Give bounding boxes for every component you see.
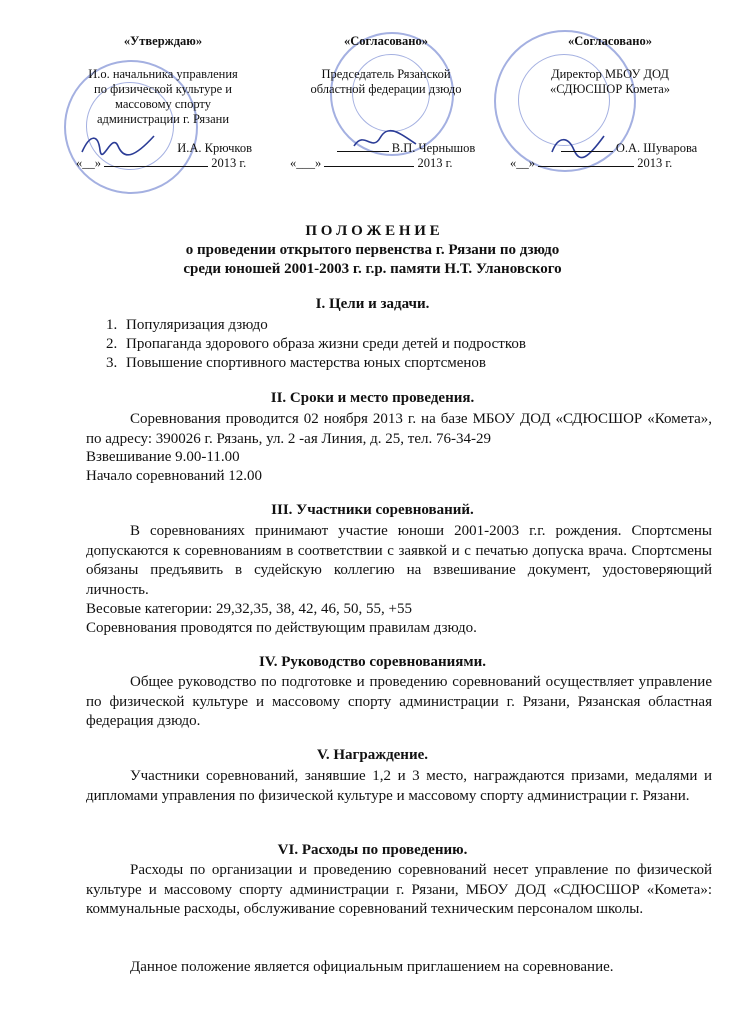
- approval-heading: «Согласовано»: [567, 34, 653, 48]
- approval-position: [286, 67, 486, 97]
- list-item-text: Повышение спортивного мастерства юных спортсменов: [126, 355, 486, 371]
- title-line: о проведении открытого первенства г. Рязани по дзюдо: [185, 242, 560, 258]
- date-year: 2013 г.: [417, 156, 453, 170]
- weight-categories: Весовые категории: 29,32,35, 38, 42, 46, 50, 55, +55: [86, 601, 413, 617]
- date-day: «__»: [510, 156, 535, 170]
- position-line: областной федерации дзюдо: [310, 82, 462, 96]
- section-text-5: Участники соревнований, занявшие 1,2 и 3 место, награждаются призами, медалями и дипломами управления по физической культуре и массовому спорту администрации г. Рязани.: [86, 768, 712, 804]
- approval-block-1: [58, 34, 268, 171]
- closing-text: Данное положение является официальным приглашением на соревнование.: [130, 959, 614, 975]
- position-line: массовому спорту: [115, 97, 211, 111]
- weigh-in-time: Взвешивание 9.00-11.00: [86, 449, 240, 465]
- date-year: 2013 г.: [637, 156, 673, 170]
- approval-position: [510, 67, 710, 97]
- approval-date: [286, 156, 486, 171]
- section-heading-1: I. Цели и задачи.: [315, 296, 430, 312]
- date-day: «___»: [290, 156, 322, 170]
- title-line: среди юношей 2001-2003 г. г.р. памяти Н.Т. Улановского: [183, 261, 562, 277]
- approval-block-3: [510, 34, 710, 171]
- section-text-3: В соревнованиях принимают участие юноши 2001-2003 г.г. рождения. Спортсмены допускаются к соревнованиям в соответствии с заявкой и с печатью допуска врача. Спортсмены обязаны предъявить в судейскую коллегию на взвешивание документ, удостоверяющий личность.: [86, 523, 712, 598]
- signer-name: [510, 141, 710, 156]
- position-line: Председатель Рязанской: [321, 67, 451, 81]
- start-time: Начало соревнований 12.00: [86, 468, 263, 484]
- section-heading-6: VI. Расходы по проведению.: [277, 842, 468, 858]
- position-line: по физической культуре и: [94, 82, 232, 96]
- date-day: «__»: [76, 156, 101, 170]
- list-item-text: Популяризация дзюдо: [126, 317, 268, 333]
- position-line: администрации г. Рязани: [96, 112, 230, 126]
- signer-text: О.А. Шуварова: [615, 141, 698, 155]
- signer-text: В.П. Чернышов: [391, 141, 476, 155]
- approval-date: [58, 156, 268, 171]
- section-heading-5: V. Награждение.: [316, 747, 429, 763]
- section-text-6: Расходы по организации и проведению соревнований несет управление по физической культуре и массовому спорту администрации г. Рязани, МБОУ ДОД «СДЮСШОР «Комета»: коммунальные расходы, обслуживание соревнований техническим персоналом школы.: [86, 862, 712, 917]
- approval-date: [510, 156, 710, 171]
- approval-position: [58, 67, 268, 127]
- section-text-4: Общее руководство по подготовке и проведению соревнований осуществляет управление по физической культуре и массовому спорту администрации г. Рязани, Рязанская областная федерация дзюдо.: [86, 674, 712, 729]
- signer-name: [286, 141, 486, 156]
- section-heading-2: II. Сроки и место проведения.: [270, 390, 475, 406]
- list-item-text: Пропаганда здорового образа жизни среди детей и подростков: [126, 336, 526, 352]
- approval-heading: «Утверждаю»: [123, 34, 203, 48]
- list-item: 2. Пропаганда здорового образа жизни среди детей и подростков: [106, 336, 526, 352]
- approval-block-2: [286, 34, 486, 171]
- rules-text: Соревнования проводятся по действующим правилам дзюдо.: [86, 620, 477, 636]
- list-item: 3. Повышение спортивного мастерства юных спортсменов: [106, 355, 486, 371]
- document-title: [0, 222, 745, 279]
- section-heading-3: III. Участники соревнований.: [271, 502, 474, 518]
- signer-name: И.А. Крючков: [177, 141, 252, 155]
- section-text-2: Соревнования проводится 02 ноября 2013 г. на базе МБОУ ДОД «СДЮСШОР «Комета», по адресу: 390026 г. Рязань, ул. 2 -ая Линия, д. 25, тел. 76-34-29: [86, 411, 712, 447]
- approval-heading: «Согласовано»: [343, 34, 429, 48]
- section-heading-4: IV. Руководство соревнованиями.: [258, 654, 487, 670]
- list-item: 1. Популяризация дзюдо: [106, 317, 268, 333]
- position-line: Директор МБОУ ДОД: [551, 67, 669, 81]
- position-line: И.о. начальника управления: [88, 67, 238, 81]
- position-line: «СДЮСШОР Комета»: [550, 82, 670, 96]
- title-line: П О Л О Ж Е Н И Е: [305, 223, 440, 239]
- date-year: 2013 г.: [211, 156, 247, 170]
